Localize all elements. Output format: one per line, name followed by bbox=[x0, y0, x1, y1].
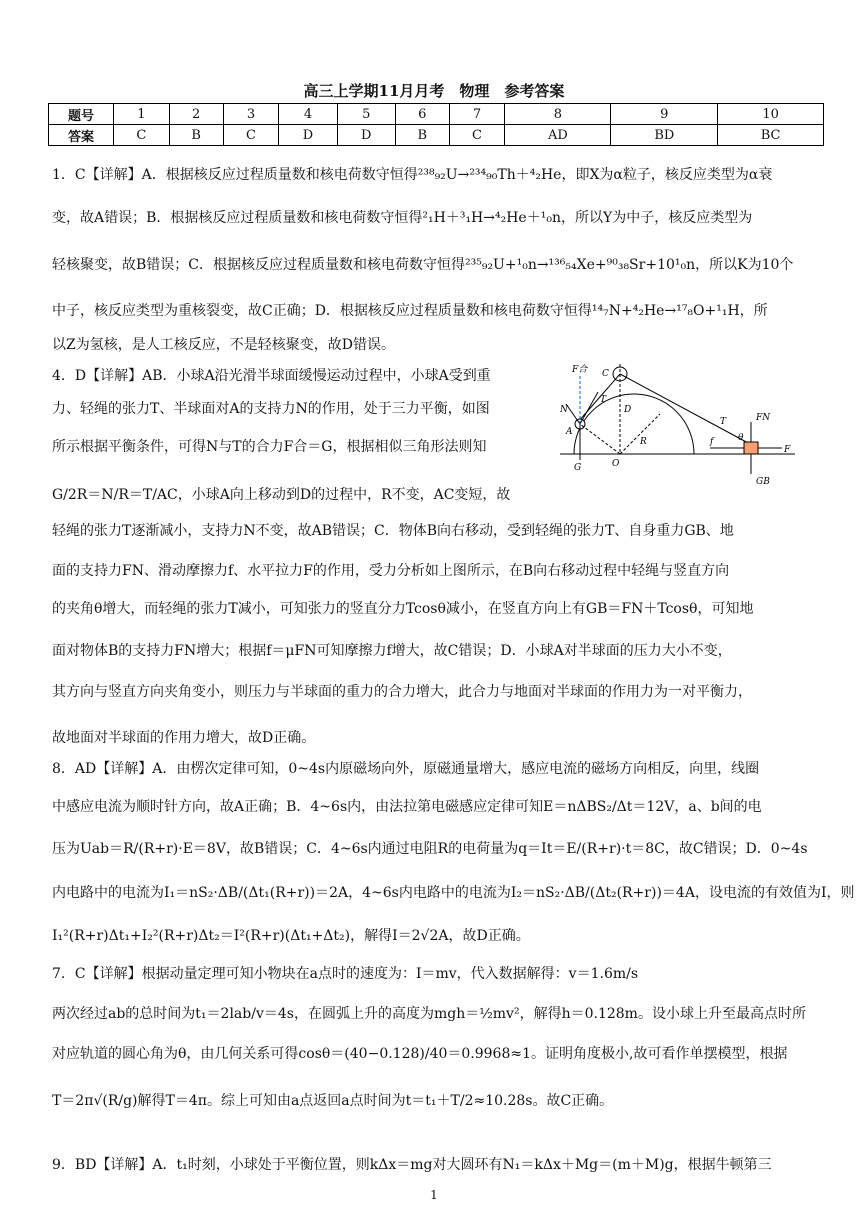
force-diagram bbox=[560, 362, 800, 502]
text-line: 轻核聚变，故B错误；C．根据核反应过程质量数和核电荷数守恒得²³⁵₉₂U+¹₀n→¹³⁶₅₄Xe+⁹⁰₃₈Sr+10¹₀n，所以K为10个 bbox=[52, 257, 794, 273]
text-line: 中感应电流为顺时针方向，故A正确；B．4~6s内，由法拉第电磁感应定律可知E＝nΔBS₂/Δt＝12V，a、b间的电 bbox=[52, 799, 762, 815]
text-line: 7．C【详解】根据动量定理可知小物块在a点时的速度为：I＝mv，代入数据解得：v＝1.6m/s bbox=[52, 966, 639, 982]
text-line: 的夹角θ增大，而轻绳的张力T减小，可知张力的竖直分力Tcosθ减小，在竖直方向上有GB＝FN＋Tcosθ，可知地 bbox=[52, 601, 754, 617]
text-line: 其方向与竖直方向夹角变小，则压力与半球面的重力的合力增大，此合力与地面对半球面的作用力为一对平衡力， bbox=[52, 684, 752, 700]
page-title: 高三上学期11月月考 物理 参考答案 bbox=[303, 82, 565, 100]
answer-table bbox=[48, 103, 824, 146]
table-cell: D bbox=[337, 125, 395, 146]
table-cell: 6 bbox=[395, 104, 449, 125]
table-cell: B bbox=[395, 125, 449, 146]
table-row bbox=[49, 125, 824, 146]
text-line: 两次经过ab的总时间为t₁＝2lab/v＝4s，在圆弧上升的高度为mgh＝½mv²，解得h＝0.128m。设小球上升至最高点时所 bbox=[52, 1006, 806, 1022]
table-cell: 3 bbox=[223, 104, 279, 125]
fig-label: R bbox=[640, 437, 647, 447]
fig-label: N bbox=[560, 405, 568, 415]
table-cell: 9 bbox=[611, 104, 718, 125]
table-cell: 2 bbox=[169, 104, 223, 125]
table-cell: 7 bbox=[449, 104, 505, 125]
table-cell: C bbox=[223, 125, 279, 146]
text-line: 8．AD【详解】A．由楞次定律可知，0~4s内原磁场向外，原磁通量增大，感应电流的磁场方向相反，向里，线圈 bbox=[52, 761, 760, 777]
text-line: 面的支持力FN、滑动摩擦力f、水平拉力F的作用，受力分析如上图所示，在B向右移动过程中轻绳与竖直方向 bbox=[52, 563, 730, 579]
table-cell: 8 bbox=[505, 104, 611, 125]
fig-label: A bbox=[566, 427, 573, 437]
text-line: 对应轨道的圆心角为θ，由几何关系可得cosθ＝(40−0.128)/40＝0.9968≈1。证明角度极小,故可看作单摆模型，根据 bbox=[52, 1046, 788, 1062]
text-line: 内电路中的电流为I₁＝nS₂·ΔB/(Δt₁(R+r))＝2A，4~6s内电路中的电流为I₂＝nS₂·ΔB/(Δt₂(R+r))＝4A，设电流的有效值为I，则 bbox=[52, 885, 855, 901]
text-line: 力、轻绳的张力T、半球面对A的支持力N的作用，处于三力平衡，如图 bbox=[52, 401, 490, 417]
text-line: 压为Uab＝R/(R+r)·E＝8V，故B错误；C．4~6s内通过电阻R的电荷量为q＝It＝E/(R+r)·t＝8C，故C错误；D．0~4s bbox=[52, 841, 808, 857]
text-line: 轻绳的张力T逐渐减小，支持力N不变，故AB错误；C．物体B向右移动，受到轻绳的张力T、自身重力GB、地 bbox=[52, 523, 734, 539]
table-cell: 1 bbox=[114, 104, 170, 125]
text-line: 以Z为氢核，是人工核反应，不是轻核聚变，故D错误。 bbox=[52, 337, 395, 353]
text-line: I₁²(R+r)Δt₁+I₂²(R+r)Δt₂＝I²(R+r)(Δt₁+Δt₂)，解得I＝2√2A，故D正确。 bbox=[52, 928, 530, 944]
row-label: 答案 bbox=[49, 125, 114, 146]
fig-label: T bbox=[720, 417, 727, 427]
text-line: T＝2π√(R/g)解得T＝4π。综上可知由a点返回a点时间为t＝t₁＋T/2≈10.28s。故C正确。 bbox=[52, 1093, 614, 1109]
row-label: 题号 bbox=[49, 104, 114, 125]
text-line: G/2R＝N/R＝T/AC，小球A向上移动到D的过程中，R不变，AC变短，故 bbox=[52, 487, 511, 503]
table-cell: D bbox=[279, 125, 337, 146]
text-line: 1．C【详解】A．根据核反应过程质量数和核电荷数守恒得²³⁸₉₂U→²³⁴₉₀Th＋⁴₂He，即X为α粒子，核反应类型为α衰 bbox=[52, 167, 773, 183]
table-cell: C bbox=[114, 125, 170, 146]
fig-label: FN bbox=[756, 413, 771, 423]
fig-label: C bbox=[602, 369, 609, 379]
table-cell: BC bbox=[718, 125, 824, 146]
table-cell: 5 bbox=[337, 104, 395, 125]
text-line: 4．D【详解】AB．小球A沿光滑半球面缓慢运动过程中，小球A受到重 bbox=[52, 368, 491, 384]
table-cell: AD bbox=[505, 125, 611, 146]
table-cell: 4 bbox=[279, 104, 337, 125]
fig-label: G bbox=[574, 463, 582, 473]
table-cell: B bbox=[169, 125, 223, 146]
text-line: 变，故A错误；B．根据核反应过程质量数和核电荷数守恒得²₁H＋³₁H→⁴₂He＋¹₀n，所以Y为中子，核反应类型为 bbox=[52, 210, 753, 226]
table-cell: C bbox=[449, 125, 505, 146]
text-line: 故地面对半球面的作用力增大，故D正确。 bbox=[52, 730, 316, 746]
page-number: 1 bbox=[430, 1188, 438, 1202]
text-line: 9．BD【详解】A．t₁时刻，小球处于平衡位置，则kΔx＝mg对大圆环有N₁＝kΔx＋Mg＝(m＋M)g，根据牛顿第三 bbox=[52, 1157, 772, 1173]
fig-label: F合 bbox=[572, 365, 588, 375]
fig-label: F bbox=[784, 445, 791, 455]
fig-label: D bbox=[624, 405, 632, 415]
text-line: 面对物体B的支持力FN增大；根据f＝μFN可知摩擦力f增大，故C错误；D．小球A对半球面的压力大小不变， bbox=[52, 643, 732, 659]
table-cell: 10 bbox=[718, 104, 824, 125]
fig-label: θ bbox=[738, 433, 744, 443]
fig-label: f bbox=[710, 437, 714, 447]
text-line: 中子，核反应类型为重核裂变，故C正确；D．根据核反应过程质量数和核电荷数守恒得¹⁴₇N+⁴₂He→¹⁷₈O+¹₁H，所 bbox=[52, 303, 768, 319]
fig-label: O bbox=[612, 459, 620, 469]
table-cell: BD bbox=[611, 125, 718, 146]
fig-label: T bbox=[600, 395, 607, 405]
table-row bbox=[49, 104, 824, 125]
text-line: 所示根据平衡条件，可得N与T的合力F合＝G，根据相似三角形法则知 bbox=[52, 439, 487, 455]
fig-label: GB bbox=[756, 477, 770, 487]
